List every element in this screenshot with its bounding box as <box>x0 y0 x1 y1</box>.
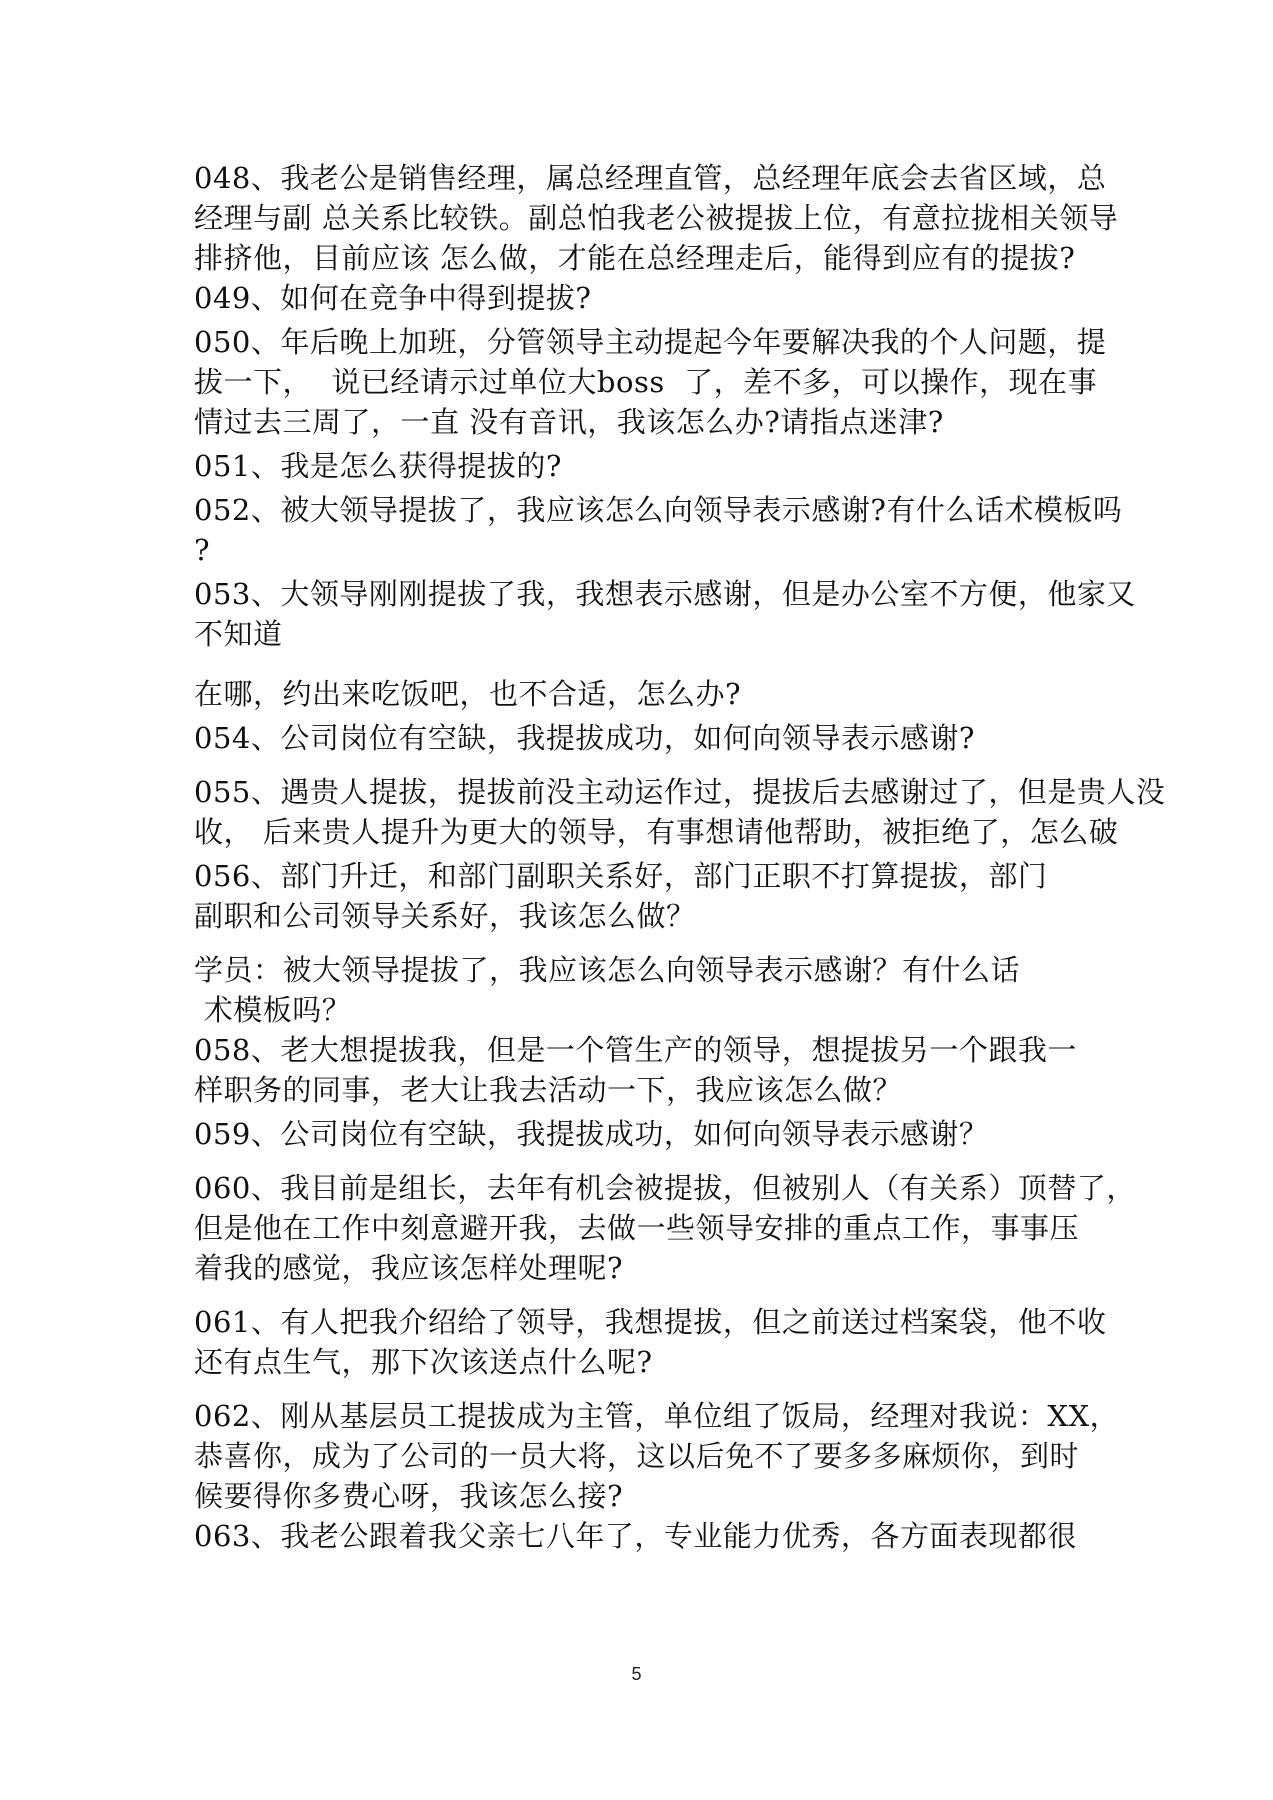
page-number: 5 <box>631 1664 642 1684</box>
text-line: 术模板吗？ <box>194 993 352 1027</box>
text-line: 060、我目前是组长，去年有机会被提拔，但被别人（有关系）顶替了， <box>194 1171 1136 1205</box>
text-line: 收， 后来贵人提升为更大的领导，有事想请他帮助，被拒绝了，怎么破 <box>194 815 1119 849</box>
text-line: 052、被大领导提拔了，我应该怎么向领导表示感谢?有什么话术模板吗 <box>194 493 1123 527</box>
text-line: 049、如何在竞争中得到提拔? <box>194 281 592 315</box>
text-line: 058、老大想提拔我，但是一个管生产的领导，想提拔另一个跟我一 <box>194 1033 1077 1067</box>
text-line: 副职和公司领导关系好，我该怎么做？ <box>194 899 696 933</box>
text-line: 恭喜你，成为了公司的一员大将，这以后免不了要多多麻烦你，到时 <box>194 1439 1080 1473</box>
text-line: 051、我是怎么获得提拔的? <box>194 449 562 483</box>
text-line: 情过去三周了，一直 没有音讯，我该怎么办?请指点迷津? <box>194 405 944 439</box>
text-line: 候要得你多费心呀，我该怎么接? <box>194 1479 624 1513</box>
text-line: 还有点生气，那下次该送点什么呢? <box>194 1345 653 1379</box>
text-line: 不知道 <box>194 617 283 651</box>
text-line: 055、遇贵人提拔，提拔前没主动运作过，提拔后去感谢过了，但是贵人没 <box>194 775 1166 809</box>
text-line: ? <box>194 533 211 567</box>
text-line: 054、公司岗位有空缺，我提拔成功，如何向领导表示感谢? <box>194 721 975 755</box>
text-line: 学员：被大领导提拔了，我应该怎么向领导表示感谢？有什么话 <box>194 953 1021 987</box>
text-line: 062、刚从基层员工提拔成为主管，单位组了饭局，经理对我说：XX， <box>194 1399 1120 1433</box>
text-line: 样职务的同事，老大让我去活动一下，我应该怎么做？ <box>194 1073 903 1107</box>
text-line: 拔一下， 说已经请示过单位大boss 了，差不多，可以操作，现在事 <box>194 365 1098 399</box>
text-line: 048、我老公是销售经理，属总经理直管，总经理年底会去省区域，总 <box>194 161 1107 195</box>
text-line: 059、公司岗位有空缺，我提拔成功，如何向领导表示感谢？ <box>194 1117 989 1151</box>
text-line: 063、我老公跟着我父亲七八年了，专业能力优秀，各方面表现都很 <box>194 1519 1077 1553</box>
document-body <box>194 158 1166 1556</box>
text-line: 经理与副 总关系比较铁。副总怕我老公被提拔上位，有意拉拢相关领导 <box>194 201 1119 235</box>
text-line: 排挤他，目前应该 怎么做，才能在总经理走后，能得到应有的提拔? <box>194 241 1076 275</box>
text-line: 在哪，约出来吃饭吧，也不合适，怎么办? <box>194 677 742 711</box>
text-line: 056、部门升迁，和部门副职关系好，部门正职不打算提拔，部门 <box>194 859 1048 893</box>
text-line: 着我的感觉，我应该怎样处理呢? <box>194 1251 624 1285</box>
text-line: 050、年后晚上加班，分管领导主动提起今年要解决我的个人问题，提 <box>194 325 1107 359</box>
text-line: 但是他在工作中刻意避开我，去做一些领导安排的重点工作，事事压 <box>194 1211 1080 1245</box>
text-line: 061、有人把我介绍给了领导，我想提拔，但之前送过档案袋，他不收 <box>194 1305 1107 1339</box>
text-line: 053、大领导刚刚提拔了我，我想表示感谢，但是办公室不方便，他家又 <box>194 577 1136 611</box>
